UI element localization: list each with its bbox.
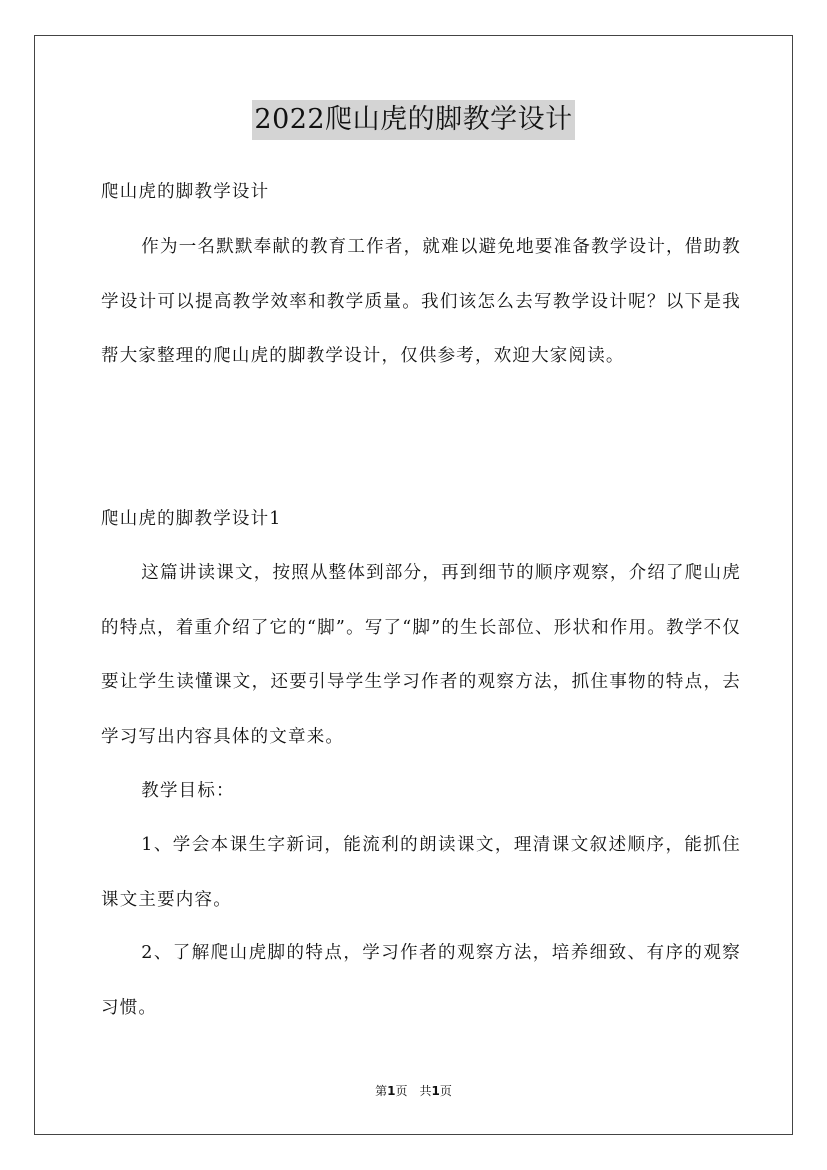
section-heading: 爬山虎的脚教学设计1 <box>101 509 282 529</box>
section-paragraph: 这篇讲读课文，按照从整体到部分，再到细节的顺序观察，介绍了爬山虎的特点，着重介绍了它的“脚”。写了“脚”的生长部位、形状和作用。教学不仅要让学生读懂课文，还要引导学生学习作者的观察方法，抓住事物的特点，去学习写出内容具体的文章来。 <box>101 563 741 747</box>
footer-page-suffix: 页 <box>395 1084 408 1098</box>
footer-page-number: 1 <box>387 1084 396 1098</box>
document-title: 2022爬山虎的脚教学设计 <box>252 100 574 140</box>
page-footer <box>0 1082 827 1099</box>
goal-item-1: 1、学会本课生字新词，能流利的朗读课文，理清课文叙述顺序，能抓住课文主要内容。 <box>101 835 741 910</box>
footer-total-number: 1 <box>431 1084 440 1098</box>
footer-total-prefix: 共 <box>419 1084 432 1098</box>
goal-item-2: 2、了解爬山虎脚的特点，学习作者的观察方法，培养细致、有序的观察习惯。 <box>101 943 741 1018</box>
footer-page-prefix: 第 <box>375 1084 388 1098</box>
title-container <box>0 100 827 140</box>
footer-total-suffix: 页 <box>439 1084 452 1098</box>
goals-label: 教学目标： <box>141 781 235 801</box>
document-subtitle: 爬山虎的脚教学设计 <box>101 182 270 202</box>
intro-paragraph: 作为一名默默奉献的教育工作者，就难以避免地要准备教学设计，借助教学设计可以提高教学效率和教学质量。我们该怎么去写教学设计呢？以下是我帮大家整理的爬山虎的脚教学设计，仅供参考，欢迎大家阅读。 <box>101 237 741 366</box>
